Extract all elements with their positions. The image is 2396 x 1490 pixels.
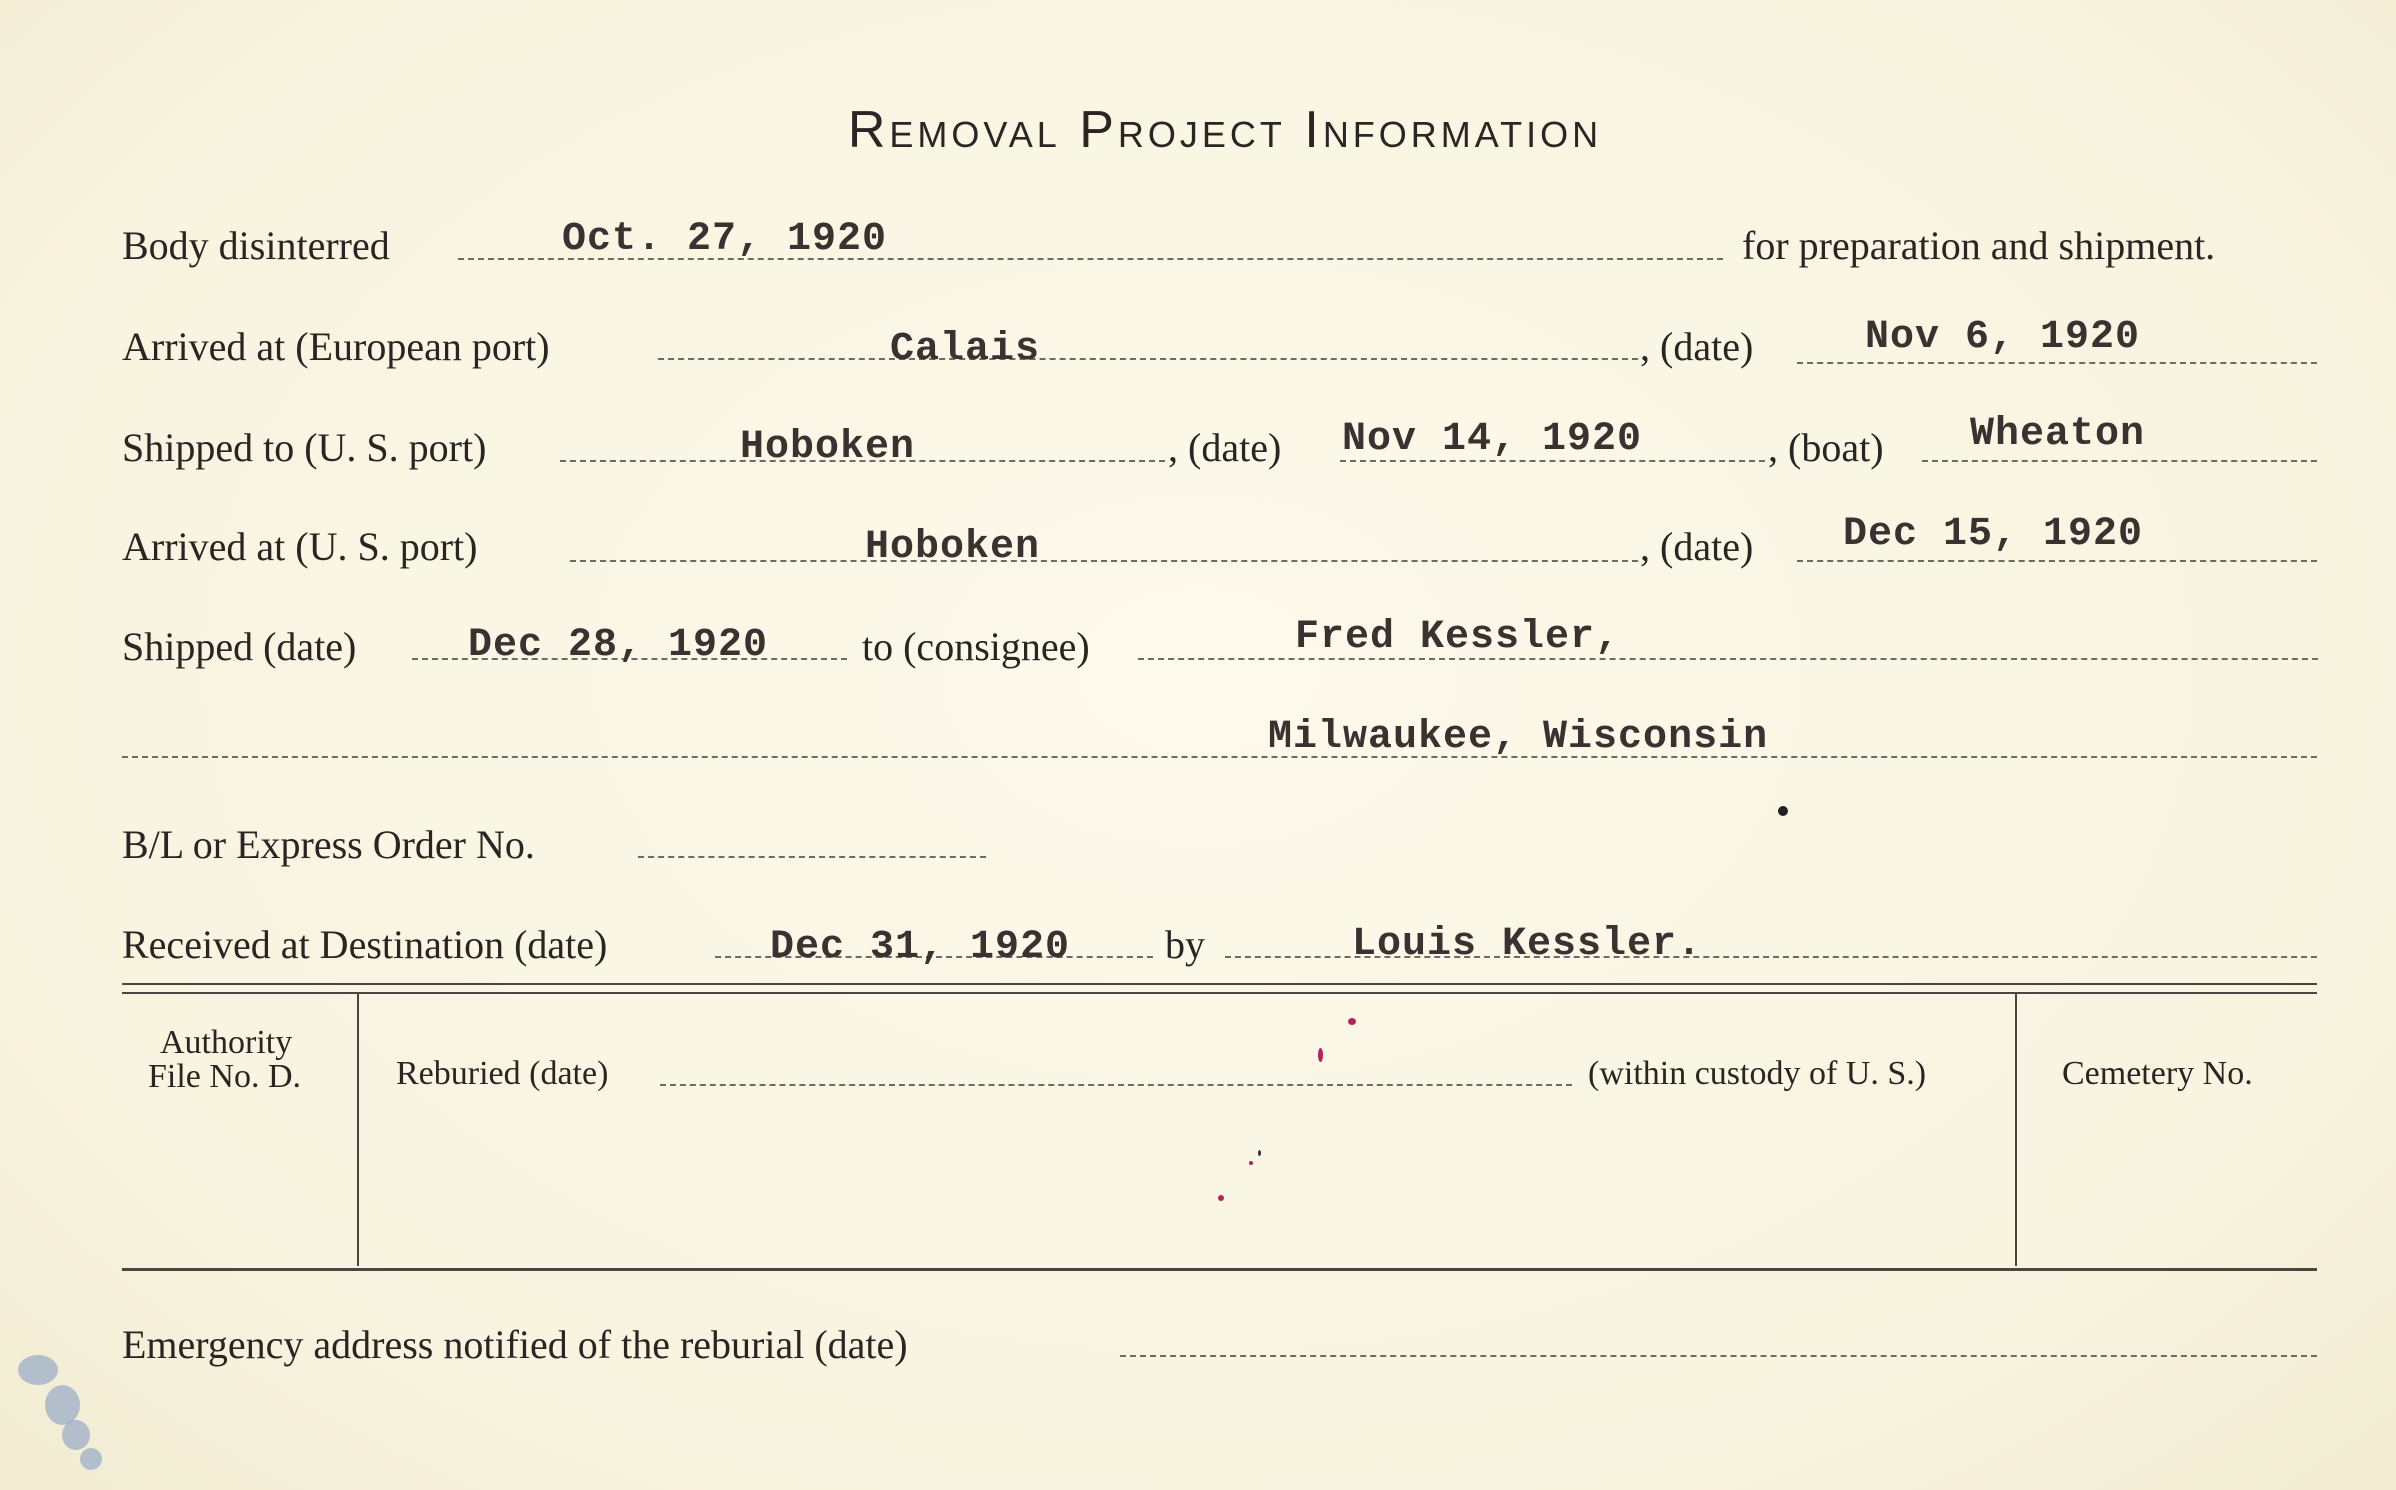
address-line [122, 756, 2317, 758]
shipped-date-value: Dec 28, 1920 [468, 623, 769, 668]
ink-speck [1218, 1195, 1224, 1201]
us-port-arrived-line [570, 560, 1638, 562]
custody-label: (within custody of U. S.) [1588, 1055, 1927, 1092]
box-top-rule [122, 983, 2317, 985]
reburied-line [660, 1084, 1572, 1086]
body-disinterred-value: Oct. 27, 1920 [562, 217, 888, 262]
us-port-shipped-date-value: Nov 14, 1920 [1342, 417, 1643, 462]
consignee-address-value: Milwaukee, Wisconsin [1268, 715, 1769, 760]
received-destination-value: Dec 31, 1920 [770, 925, 1071, 970]
authority-label-line1: Authority [160, 1024, 293, 1061]
boat-label: , (boat) [1768, 425, 1884, 470]
us-port-shipped-value: Hoboken [740, 425, 916, 470]
stain-mark [62, 1420, 90, 1450]
ink-dot [1778, 806, 1788, 816]
received-by-label: by [1165, 922, 1205, 967]
us-port-arrived-label: Arrived at (U. S. port) [122, 524, 478, 569]
european-port-label: Arrived at (European port) [122, 324, 550, 369]
european-port-date-line [1797, 362, 2317, 364]
us-port-arrived-date-label: , (date) [1640, 524, 1754, 569]
received-by-value: Louis Kessler. [1352, 922, 1703, 967]
stain-mark [80, 1448, 102, 1470]
us-port-arrived-value: Hoboken [865, 525, 1041, 570]
card-title: Removal Project Information [847, 101, 1603, 159]
us-port-arrived-date-line [1797, 560, 2317, 562]
consignee-value: Fred Kessler, [1295, 615, 1621, 660]
us-port-shipped-date-label: , (date) [1168, 425, 1282, 470]
box-bottom-rule [122, 1268, 2317, 1271]
emergency-address-line [1120, 1355, 2317, 1357]
body-disinterred-label: Body disinterred [122, 223, 390, 268]
express-order-label: B/L or Express Order No. [122, 822, 535, 867]
received-destination-label: Received at Destination (date) [122, 922, 608, 967]
ink-speck [1258, 1150, 1261, 1156]
stain-mark [45, 1385, 80, 1425]
us-port-arrived-date-value: Dec 15, 1920 [1843, 512, 2144, 557]
preparation-shipment-label: for preparation and shipment. [1742, 223, 2216, 268]
authority-label-line2: File No. D. [148, 1058, 301, 1095]
stain-mark [18, 1355, 58, 1385]
european-port-date-label: , (date) [1640, 324, 1754, 369]
ink-speck [1249, 1161, 1253, 1165]
european-port-date-value: Nov 6, 1920 [1865, 315, 2141, 360]
us-port-shipped-label: Shipped to (U. S. port) [122, 425, 487, 470]
emergency-address-label: Emergency address notified of the reburial (date) [122, 1322, 908, 1367]
boat-line [1922, 460, 2317, 462]
european-port-value: Calais [890, 327, 1041, 372]
box-right-divider [2015, 994, 2017, 1266]
box-left-divider [357, 994, 359, 1266]
box-top-rule-inner [122, 992, 2317, 994]
cemetery-label: Cemetery No. [2062, 1055, 2253, 1092]
boat-value: Wheaton [1970, 412, 2146, 457]
consignee-label: to (consignee) [862, 624, 1090, 669]
ink-speck [1348, 1018, 1356, 1025]
european-port-line [658, 358, 1638, 360]
shipped-date-label: Shipped (date) [122, 624, 357, 669]
reburied-label: Reburied (date) [396, 1055, 609, 1092]
express-order-line [638, 856, 986, 858]
ink-speck [1318, 1048, 1323, 1062]
